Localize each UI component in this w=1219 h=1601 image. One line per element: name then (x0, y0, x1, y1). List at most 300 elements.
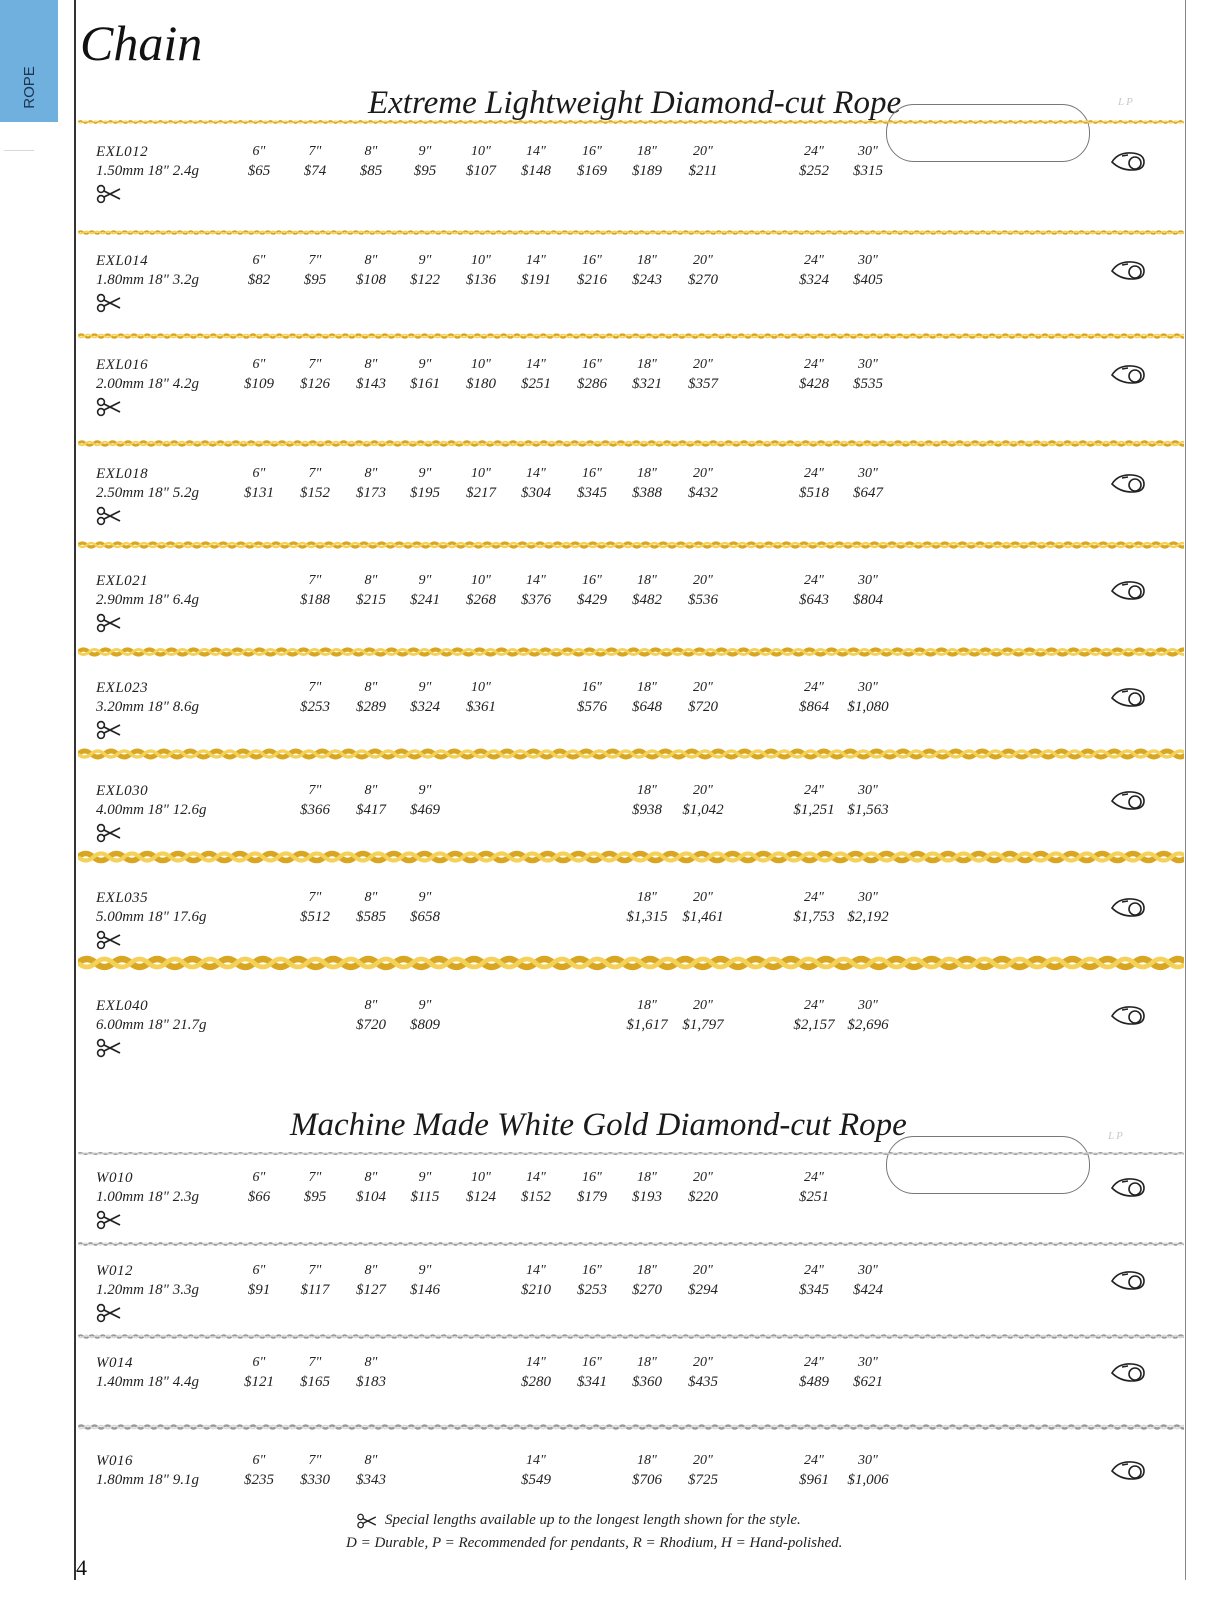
scissors-icon (96, 613, 122, 633)
length-label: 10" (471, 680, 491, 695)
price-value: $720 (356, 1017, 386, 1033)
price-value: $804 (853, 592, 883, 608)
price-value: $161 (410, 376, 440, 392)
price-value: $95 (303, 272, 327, 288)
length-label: 7" (308, 253, 322, 268)
product-sku: W010 (96, 1170, 133, 1186)
length-label: 30" (858, 357, 878, 372)
product-sku: EXL023 (96, 680, 149, 696)
price-value: $289 (356, 699, 386, 715)
price-value: $251 (799, 1189, 829, 1205)
length-label: 6" (252, 466, 266, 481)
length-label: 18" (637, 144, 657, 159)
product-row (78, 998, 1184, 1088)
clasp-icon (1108, 1002, 1150, 1028)
product-sku: EXL012 (96, 144, 149, 160)
price-value: $345 (799, 1282, 829, 1298)
price-value: $585 (356, 909, 386, 925)
product-row (78, 357, 1184, 447)
length-label: 7" (308, 466, 322, 481)
chain-image (78, 1331, 1184, 1342)
price-value: $243 (632, 272, 662, 288)
length-label: 30" (858, 890, 878, 905)
length-label: 8" (364, 1355, 378, 1370)
price-value: $357 (688, 376, 718, 392)
price-value: $66 (247, 1189, 271, 1205)
length-label: 20" (693, 998, 713, 1013)
chain-image (78, 1149, 1184, 1158)
length-label: 14" (526, 253, 546, 268)
length-label: 16" (582, 1170, 602, 1185)
special-lengths-text: Special lengths available up to the longest length shown for the style. (385, 1512, 801, 1528)
price-value: $621 (853, 1374, 883, 1390)
special-lengths-note (355, 1512, 801, 1529)
price-value: $489 (799, 1374, 829, 1390)
length-label: 14" (526, 1355, 546, 1370)
length-label: 24" (804, 998, 824, 1013)
length-label: 8" (364, 466, 378, 481)
length-label: 8" (364, 144, 378, 159)
price-value: $518 (799, 485, 829, 501)
price-value: $127 (356, 1282, 386, 1298)
price-value: $536 (688, 592, 718, 608)
chain-image (78, 847, 1184, 867)
scissors-icon (96, 184, 122, 204)
price-value: $252 (799, 163, 829, 179)
length-label: 8" (364, 680, 378, 695)
price-value: $152 (300, 485, 330, 501)
scissors-icon (96, 930, 122, 950)
price-value: $107 (466, 163, 496, 179)
length-label: 10" (471, 466, 491, 481)
product-spec: 2.90mm 18" 6.4g (96, 592, 199, 608)
price-value: $360 (632, 1374, 662, 1390)
length-label: 8" (364, 998, 378, 1013)
legend-note: D = Durable, P = Recommended for pendants, R = Rhodium, H = Hand-polished. (346, 1535, 843, 1551)
price-value: $361 (466, 699, 496, 715)
product-spec: 1.40mm 18" 4.4g (96, 1374, 199, 1390)
product-spec: 1.80mm 18" 3.2g (96, 272, 199, 288)
length-label: 9" (418, 466, 432, 481)
price-value: $270 (688, 272, 718, 288)
length-label: 20" (693, 573, 713, 588)
page-number: 4 (76, 1555, 87, 1580)
product-sku: EXL021 (96, 573, 149, 589)
section-badge-white-gold: LP (1108, 1130, 1125, 1142)
product-sku: EXL016 (96, 357, 149, 373)
price-value: $330 (300, 1472, 330, 1488)
price-value: $193 (632, 1189, 662, 1205)
length-label: 8" (364, 1453, 378, 1468)
price-value: $1,251 (793, 802, 835, 818)
price-value: $376 (521, 592, 551, 608)
length-label: 14" (526, 357, 546, 372)
price-value: $482 (632, 592, 662, 608)
scissors-icon (96, 823, 122, 843)
length-label: 18" (637, 357, 657, 372)
length-label: 18" (637, 998, 657, 1013)
price-value: $2,696 (847, 1017, 889, 1033)
price-value: $345 (577, 485, 607, 501)
price-value: $304 (521, 485, 551, 501)
product-sku: EXL018 (96, 466, 149, 482)
length-label: 9" (418, 253, 432, 268)
product-spec: 1.20mm 18" 3.3g (96, 1282, 199, 1298)
length-label: 18" (637, 573, 657, 588)
length-label: 16" (582, 144, 602, 159)
length-label: 10" (471, 357, 491, 372)
price-value: $152 (521, 1189, 551, 1205)
length-label: 30" (858, 783, 878, 798)
length-label: 6" (252, 144, 266, 159)
length-label: 14" (526, 144, 546, 159)
length-label: 6" (252, 253, 266, 268)
price-value: $220 (688, 1189, 718, 1205)
price-value: $109 (244, 376, 274, 392)
length-label: 18" (637, 680, 657, 695)
price-value: $179 (577, 1189, 607, 1205)
price-value: $432 (688, 485, 718, 501)
price-value: $429 (577, 592, 607, 608)
length-label: 16" (582, 466, 602, 481)
length-label: 8" (364, 573, 378, 588)
product-sku: EXL030 (96, 783, 149, 799)
price-value: $725 (688, 1472, 718, 1488)
length-label: 24" (804, 573, 824, 588)
price-value: $343 (356, 1472, 386, 1488)
length-label: 14" (526, 573, 546, 588)
price-value: $549 (521, 1472, 551, 1488)
scissors-icon (355, 1513, 379, 1529)
price-value: $809 (410, 1017, 440, 1033)
price-value: $188 (300, 592, 330, 608)
length-label: 9" (418, 783, 432, 798)
length-label: 6" (252, 1355, 266, 1370)
clasp-icon (1108, 148, 1150, 174)
price-value: $1,461 (682, 909, 724, 925)
length-label: 20" (693, 253, 713, 268)
price-value: $1,797 (682, 1017, 724, 1033)
chain-image (78, 952, 1184, 974)
product-spec: 4.00mm 18" 12.6g (96, 802, 207, 818)
price-value: $658 (410, 909, 440, 925)
length-label: 16" (582, 253, 602, 268)
product-row (78, 1453, 1184, 1543)
length-label: 14" (526, 1263, 546, 1278)
length-label: 10" (471, 253, 491, 268)
length-label: 24" (804, 1170, 824, 1185)
price-value: $647 (853, 485, 883, 501)
product-spec: 2.00mm 18" 4.2g (96, 376, 199, 392)
length-label: 7" (308, 1453, 322, 1468)
chain-image (78, 745, 1184, 763)
price-value: $216 (577, 272, 607, 288)
length-label: 7" (308, 680, 322, 695)
length-label: 16" (582, 1355, 602, 1370)
section-badge-gold: LP (1118, 96, 1135, 108)
price-value: $435 (688, 1374, 718, 1390)
price-value: $324 (410, 699, 440, 715)
length-label: 24" (804, 253, 824, 268)
length-label: 24" (804, 357, 824, 372)
price-value: $217 (466, 485, 496, 501)
product-spec: 1.00mm 18" 2.3g (96, 1189, 199, 1205)
length-label: 20" (693, 1170, 713, 1185)
length-label: 6" (252, 1453, 266, 1468)
length-label: 24" (804, 890, 824, 905)
price-value: $211 (688, 163, 718, 179)
price-value: $1,042 (682, 802, 724, 818)
product-spec: 1.50mm 18" 2.4g (96, 163, 199, 179)
price-value: $1,006 (847, 1472, 889, 1488)
product-spec: 3.20mm 18" 8.6g (96, 699, 199, 715)
price-value: $235 (244, 1472, 274, 1488)
chain-image (78, 1421, 1184, 1433)
price-value: $117 (300, 1282, 330, 1298)
price-value: $469 (410, 802, 440, 818)
chain-image (78, 1239, 1184, 1249)
chain-image (78, 330, 1184, 342)
price-value: $535 (853, 376, 883, 392)
length-label: 18" (637, 1453, 657, 1468)
length-label: 20" (693, 466, 713, 481)
length-label: 30" (858, 1355, 878, 1370)
price-value: $148 (521, 163, 551, 179)
product-sku: EXL014 (96, 253, 149, 269)
price-value: $122 (410, 272, 440, 288)
length-label: 24" (804, 1453, 824, 1468)
length-label: 24" (804, 783, 824, 798)
price-value: $405 (853, 272, 883, 288)
price-value: $169 (577, 163, 607, 179)
price-value: $165 (300, 1374, 330, 1390)
price-value: $136 (466, 272, 496, 288)
price-value: $961 (799, 1472, 829, 1488)
product-spec: 1.80mm 18" 9.1g (96, 1472, 199, 1488)
product-spec: 5.00mm 18" 17.6g (96, 909, 207, 925)
price-value: $146 (410, 1282, 440, 1298)
length-label: 24" (804, 1263, 824, 1278)
price-value: $241 (410, 592, 440, 608)
product-sku: EXL040 (96, 998, 149, 1014)
length-label: 8" (364, 890, 378, 905)
price-value: $720 (688, 699, 718, 715)
price-value: $2,192 (847, 909, 889, 925)
length-label: 30" (858, 1453, 878, 1468)
price-value: $121 (244, 1374, 274, 1390)
length-label: 18" (637, 1263, 657, 1278)
price-value: $91 (247, 1282, 271, 1298)
length-label: 30" (858, 466, 878, 481)
page-title: Chain (80, 15, 203, 71)
price-value: $321 (632, 376, 662, 392)
clasp-icon (1108, 470, 1150, 496)
clasp-icon (1108, 684, 1150, 710)
length-label: 18" (637, 466, 657, 481)
scissors-icon (96, 1038, 122, 1058)
chain-image (78, 538, 1184, 552)
clasp-icon (1108, 894, 1150, 920)
length-label: 30" (858, 680, 878, 695)
price-value: $173 (356, 485, 386, 501)
price-value: $210 (521, 1282, 551, 1298)
product-spec: 6.00mm 18" 21.7g (96, 1017, 207, 1033)
section-title-gold: Extreme Lightweight Diamond-cut Rope (368, 85, 902, 121)
scissors-icon (96, 720, 122, 740)
price-value: $115 (410, 1189, 440, 1205)
price-value: $253 (300, 699, 330, 715)
length-label: 8" (364, 253, 378, 268)
length-label: 18" (637, 1355, 657, 1370)
length-label: 20" (693, 144, 713, 159)
scissors-icon (96, 1210, 122, 1230)
page-frame-left (74, 0, 76, 1580)
price-value: $938 (632, 802, 662, 818)
length-label: 10" (471, 144, 491, 159)
price-value: $270 (632, 1282, 662, 1298)
length-label: 9" (418, 680, 432, 695)
price-value: $108 (356, 272, 386, 288)
page-frame-right (1185, 0, 1186, 1580)
clasp-icon (1108, 1174, 1150, 1200)
price-value: $512 (300, 909, 330, 925)
length-label: 9" (418, 998, 432, 1013)
length-label: 30" (858, 144, 878, 159)
length-label: 20" (693, 783, 713, 798)
length-label: 16" (582, 573, 602, 588)
price-value: $82 (247, 272, 271, 288)
price-value: $2,157 (793, 1017, 835, 1033)
length-label: 6" (252, 357, 266, 372)
product-spec: 2.50mm 18" 5.2g (96, 485, 199, 501)
product-sku: W014 (96, 1355, 133, 1371)
side-tab (0, 0, 58, 122)
length-label: 20" (693, 680, 713, 695)
length-label: 8" (364, 783, 378, 798)
price-value: $1,315 (626, 909, 668, 925)
length-label: 8" (364, 1263, 378, 1278)
length-label: 10" (471, 1170, 491, 1185)
price-value: $706 (632, 1472, 662, 1488)
price-value: $74 (303, 163, 327, 179)
length-label: 16" (582, 357, 602, 372)
length-label: 10" (471, 573, 491, 588)
price-value: $268 (466, 592, 496, 608)
price-value: $85 (359, 163, 383, 179)
length-label: 24" (804, 144, 824, 159)
length-label: 9" (418, 357, 432, 372)
section-title-white-gold: Machine Made White Gold Diamond-cut Rope (290, 1107, 907, 1143)
clasp-icon (1108, 577, 1150, 603)
price-value: $95 (413, 163, 437, 179)
clasp-icon (1108, 1359, 1150, 1385)
price-value: $341 (577, 1374, 607, 1390)
length-label: 7" (308, 1170, 322, 1185)
price-value: $215 (356, 592, 386, 608)
price-value: $324 (799, 272, 829, 288)
length-label: 16" (582, 1263, 602, 1278)
price-value: $1,617 (626, 1017, 668, 1033)
price-value: $417 (356, 802, 386, 818)
price-value: $195 (410, 485, 440, 501)
length-label: 20" (693, 1453, 713, 1468)
length-label: 18" (637, 783, 657, 798)
length-label: 9" (418, 1170, 432, 1185)
price-value: $104 (356, 1189, 386, 1205)
price-value: $280 (521, 1374, 551, 1390)
length-label: 18" (637, 1170, 657, 1185)
length-label: 6" (252, 1263, 266, 1278)
length-label: 14" (526, 466, 546, 481)
product-sku: W012 (96, 1263, 133, 1279)
length-label: 9" (418, 573, 432, 588)
scissors-icon (96, 1303, 122, 1323)
price-value: $366 (300, 802, 330, 818)
scissors-icon (96, 293, 122, 313)
price-value: $131 (244, 485, 274, 501)
length-label: 18" (637, 890, 657, 905)
length-label: 30" (858, 1263, 878, 1278)
length-label: 7" (308, 1263, 322, 1278)
length-label: 9" (418, 1263, 432, 1278)
price-value: $576 (577, 699, 607, 715)
chain-image (78, 437, 1184, 450)
price-value: $65 (247, 163, 271, 179)
price-value: $180 (466, 376, 496, 392)
price-value: $315 (853, 163, 883, 179)
length-label: 9" (418, 144, 432, 159)
length-label: 20" (693, 1355, 713, 1370)
length-label: 18" (637, 253, 657, 268)
length-label: 8" (364, 1170, 378, 1185)
price-value: $424 (853, 1282, 883, 1298)
clasp-icon (1108, 1267, 1150, 1293)
product-row (78, 144, 1184, 234)
clasp-icon (1108, 1457, 1150, 1483)
clasp-icon (1108, 787, 1150, 813)
product-sku: EXL035 (96, 890, 149, 906)
length-label: 24" (804, 1355, 824, 1370)
side-tab-label: ROPE (20, 66, 38, 109)
length-label: 6" (252, 1170, 266, 1185)
clasp-icon (1108, 257, 1150, 283)
price-value: $294 (688, 1282, 718, 1298)
length-label: 7" (308, 890, 322, 905)
length-label: 7" (308, 1355, 322, 1370)
length-label: 7" (308, 783, 322, 798)
price-value: $124 (466, 1189, 496, 1205)
chain-image (78, 644, 1184, 660)
length-label: 30" (858, 253, 878, 268)
length-label: 30" (858, 998, 878, 1013)
price-value: $388 (632, 485, 662, 501)
price-value: $1,753 (793, 909, 835, 925)
price-value: $95 (303, 1189, 327, 1205)
price-value: $183 (356, 1374, 386, 1390)
price-value: $286 (577, 376, 607, 392)
price-value: $126 (300, 376, 330, 392)
length-label: 30" (858, 573, 878, 588)
price-value: $1,563 (847, 802, 889, 818)
length-label: 9" (418, 890, 432, 905)
length-label: 7" (308, 144, 322, 159)
chain-image (78, 117, 1184, 127)
price-value: $648 (632, 699, 662, 715)
length-label: 20" (693, 357, 713, 372)
length-label: 14" (526, 1453, 546, 1468)
price-value: $253 (577, 1282, 607, 1298)
length-label: 7" (308, 573, 322, 588)
